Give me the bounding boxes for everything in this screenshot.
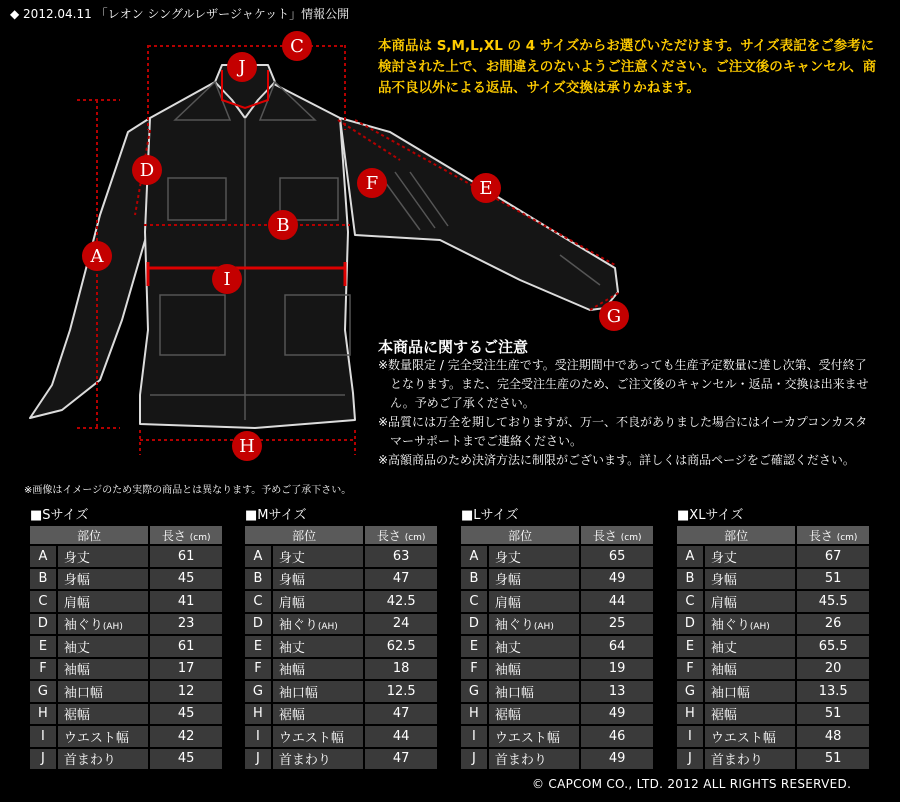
size-table-block (30, 507, 224, 771)
row-value: 12 (150, 681, 222, 702)
row-key: H (30, 704, 56, 725)
label-b-marker (268, 210, 298, 240)
row-part-text: ウエスト幅 (710, 730, 776, 746)
col-header-unit: (cm) (836, 532, 858, 543)
row-part (489, 636, 580, 657)
label-d-marker (132, 155, 162, 185)
row-part-text: 袖ぐり (278, 618, 318, 634)
row-key: E (245, 636, 271, 657)
row-part (705, 591, 795, 612)
row-part (58, 591, 149, 612)
label-c: C (290, 36, 304, 57)
row-part (273, 591, 363, 612)
row-part (705, 749, 795, 770)
row-part-text: ウエスト幅 (278, 730, 344, 746)
row-value: 26 (797, 614, 869, 635)
table-row (245, 614, 437, 635)
row-part-text: 首まわり (494, 753, 547, 769)
row-part (273, 636, 363, 657)
row-key: B (245, 569, 271, 590)
table-row (677, 659, 869, 680)
table-row (245, 749, 437, 770)
row-value: 51 (797, 569, 869, 590)
label-j: J (238, 57, 246, 78)
row-key: G (30, 681, 56, 702)
row-part (705, 569, 795, 590)
table-row (461, 726, 653, 747)
row-value: 44 (365, 726, 437, 747)
row-part-unit: (AH) (533, 622, 554, 633)
size-table-title: ■Mサイズ (245, 508, 307, 523)
size-notice: 本商品は S,M,L,XL の 4 サイズからお選びいただけます。サイズ表記をご参考に検討された上で、お間違えのないようご注意ください。ご注文後のキャンセル、商品不良以外による返品、サイズ交換は承りかねます。 (378, 38, 877, 96)
col-header-length-text: 長さ (376, 528, 401, 543)
row-value: 61 (150, 636, 222, 657)
row-part-text: 袖ぐり (494, 618, 534, 634)
row-part-text: 裾幅 (710, 708, 737, 724)
table-row (461, 659, 653, 680)
label-f: F (365, 173, 379, 194)
row-part-text: 身丈 (494, 550, 521, 566)
row-value: 24 (365, 614, 437, 635)
row-part-unit: (AH) (102, 622, 123, 633)
col-header-unit: (cm) (620, 532, 642, 543)
label-e: E (479, 178, 493, 199)
row-value: 46 (581, 726, 653, 747)
row-part (489, 569, 580, 590)
row-key: D (30, 614, 56, 635)
table-row (461, 591, 653, 612)
row-part-text: 袖丈 (494, 640, 521, 656)
row-part-text: 袖丈 (710, 640, 737, 656)
row-value: 63 (365, 546, 437, 567)
image-note: ※画像はイメージのため実際の商品とは異なります。予めご了承下さい。 (24, 485, 352, 496)
table-row (461, 704, 653, 725)
table-row (461, 749, 653, 770)
label-i-marker (212, 264, 242, 294)
table-row (245, 591, 437, 612)
row-value: 45 (150, 569, 222, 590)
row-key: I (245, 726, 271, 747)
table-row (30, 749, 222, 770)
col-header-length (797, 526, 869, 544)
table-row (677, 749, 869, 770)
row-value: 13.5 (797, 681, 869, 702)
row-part-text: 袖幅 (63, 663, 90, 679)
label-a: A (90, 246, 104, 267)
row-part-text: 袖口幅 (278, 685, 318, 701)
row-part (489, 591, 580, 612)
table-row (245, 546, 437, 567)
row-value: 48 (797, 726, 869, 747)
row-value: 65.5 (797, 636, 869, 657)
row-part-text: 身幅 (710, 573, 737, 589)
col-header-length (581, 526, 653, 544)
table-row (677, 614, 869, 635)
row-value: 47 (365, 749, 437, 770)
table-row (461, 681, 653, 702)
note-item: ※高額商品のため決済方法に制限がございます。詳しくは商品ページをご確認ください。 (378, 453, 855, 467)
row-value: 13 (581, 681, 653, 702)
table-row (677, 726, 869, 747)
label-b: B (276, 215, 290, 236)
row-value: 45.5 (797, 591, 869, 612)
row-part-text: 袖幅 (278, 663, 305, 679)
row-value: 44 (581, 591, 653, 612)
row-part-text: 裾幅 (278, 708, 305, 724)
table-row (30, 569, 222, 590)
col-header-unit: (cm) (404, 532, 426, 543)
col-header-length-text: 長さ (592, 528, 617, 543)
table-row (30, 704, 222, 725)
row-key: I (677, 726, 703, 747)
row-key: B (677, 569, 703, 590)
col-header-unit: (cm) (189, 532, 211, 543)
label-j-marker (227, 52, 257, 82)
table-row (461, 546, 653, 567)
row-part (58, 614, 149, 635)
col-header-part: 部位 (30, 526, 148, 544)
label-h: H (239, 436, 255, 457)
row-part-text: 身幅 (494, 573, 521, 589)
col-header-length-text: 長さ (808, 528, 833, 543)
row-part (273, 681, 363, 702)
table-row (30, 614, 222, 635)
table-row (677, 636, 869, 657)
row-part-text: 身丈 (710, 550, 737, 566)
label-c-marker (282, 31, 312, 61)
row-part (489, 546, 580, 567)
row-value: 20 (797, 659, 869, 680)
row-value: 41 (150, 591, 222, 612)
row-key: J (245, 749, 271, 770)
row-value: 67 (797, 546, 869, 567)
row-key: G (461, 681, 487, 702)
size-table-title: ■Lサイズ (461, 508, 519, 523)
row-part (273, 569, 363, 590)
row-key: G (245, 681, 271, 702)
label-a-marker (82, 241, 112, 271)
table-row (30, 546, 222, 567)
row-part (58, 636, 149, 657)
row-part-text: 袖ぐり (63, 618, 103, 634)
row-key: J (461, 749, 487, 770)
row-key: G (677, 681, 703, 702)
row-part-text: 袖幅 (494, 663, 521, 679)
table-row (245, 726, 437, 747)
row-part-text: 身丈 (63, 550, 90, 566)
size-table-title: ■XLサイズ (677, 508, 744, 523)
row-key: C (461, 591, 487, 612)
row-key: C (677, 591, 703, 612)
row-part (489, 659, 580, 680)
row-part-text: 袖口幅 (494, 685, 534, 701)
row-part-text: 袖丈 (278, 640, 305, 656)
row-key: I (461, 726, 487, 747)
row-part-text: ウエスト幅 (494, 730, 560, 746)
table-row (461, 614, 653, 635)
row-key: A (30, 546, 56, 567)
table-row (30, 636, 222, 657)
row-part-text: 首まわり (710, 753, 763, 769)
size-table-block (461, 507, 655, 771)
row-part-text: 身幅 (278, 573, 305, 589)
row-part-unit: (AH) (749, 622, 770, 633)
row-part (705, 614, 795, 635)
row-part (489, 704, 580, 725)
size-table (28, 524, 224, 771)
row-part (58, 704, 149, 725)
label-g: G (606, 306, 622, 327)
table-row (245, 569, 437, 590)
col-header-length-text: 長さ (161, 528, 186, 543)
row-part (705, 704, 795, 725)
row-part-text: 肩幅 (710, 595, 737, 611)
row-value: 47 (365, 704, 437, 725)
row-value: 25 (581, 614, 653, 635)
row-part (705, 636, 795, 657)
row-key: D (461, 614, 487, 635)
note-item: ※品質には万全を期しておりますが、万一、不良がありました場合にはイーカプコンカスタマーサポートまでご連絡ください。 (378, 415, 868, 448)
row-part (273, 704, 363, 725)
col-header-part: 部位 (461, 526, 579, 544)
notes-title: 本商品に関するご注意 (378, 338, 529, 356)
label-f-marker (357, 168, 387, 198)
size-table (675, 524, 871, 771)
row-part (273, 546, 363, 567)
row-part (705, 681, 795, 702)
row-part (705, 659, 795, 680)
col-header-part: 部位 (677, 526, 795, 544)
row-part-text: 裾幅 (494, 708, 521, 724)
col-header-part: 部位 (245, 526, 363, 544)
row-part (58, 569, 149, 590)
table-row (461, 569, 653, 590)
row-part-text: 袖丈 (63, 640, 90, 656)
table-row (245, 681, 437, 702)
row-part (273, 749, 363, 770)
row-key: F (461, 659, 487, 680)
note-item: ※数量限定 / 完全受注生産です。受注期間中であっても生産予定数量に達し次第、受付終了となります。また、完全受注生産のため、ご注文後のキャンセル・返品・交換は出来ません。予めご了承ください。 (378, 358, 869, 410)
row-key: H (677, 704, 703, 725)
row-key: C (30, 591, 56, 612)
label-d: D (139, 160, 155, 181)
row-key: E (30, 636, 56, 657)
row-part-text: 肩幅 (494, 595, 521, 611)
row-part-text: 肩幅 (63, 595, 90, 611)
row-key: C (245, 591, 271, 612)
row-key: F (245, 659, 271, 680)
row-value: 61 (150, 546, 222, 567)
row-part-text: 袖口幅 (63, 685, 103, 701)
row-value: 17 (150, 659, 222, 680)
table-row (677, 681, 869, 702)
label-g-marker (599, 301, 629, 331)
table-row (30, 659, 222, 680)
row-part-text: 首まわり (63, 753, 116, 769)
row-value: 23 (150, 614, 222, 635)
row-value: 42 (150, 726, 222, 747)
table-row (461, 636, 653, 657)
table-row (245, 636, 437, 657)
table-row (677, 569, 869, 590)
row-part-text: 裾幅 (63, 708, 90, 724)
row-part (273, 659, 363, 680)
row-value: 42.5 (365, 591, 437, 612)
row-part (489, 614, 580, 635)
row-part-text: 身幅 (63, 573, 90, 589)
row-key: J (677, 749, 703, 770)
row-part (489, 726, 580, 747)
row-part (58, 659, 149, 680)
row-part-text: 首まわり (278, 753, 331, 769)
row-value: 47 (365, 569, 437, 590)
col-header-length (365, 526, 437, 544)
row-part (489, 681, 580, 702)
row-part-unit: (AH) (317, 622, 338, 633)
row-part (58, 749, 149, 770)
table-row (30, 726, 222, 747)
size-table (243, 524, 439, 771)
row-part-text: 袖幅 (710, 663, 737, 679)
label-i: I (223, 269, 231, 290)
row-key: D (677, 614, 703, 635)
row-key: H (245, 704, 271, 725)
row-key: B (461, 569, 487, 590)
row-part (273, 726, 363, 747)
row-key: I (30, 726, 56, 747)
row-part-text: 肩幅 (278, 595, 305, 611)
size-table-block (245, 507, 439, 771)
row-key: D (245, 614, 271, 635)
row-key: F (30, 659, 56, 680)
row-part-text: 袖口幅 (710, 685, 750, 701)
row-value: 49 (581, 749, 653, 770)
row-value: 45 (150, 749, 222, 770)
row-value: 18 (365, 659, 437, 680)
size-table-title: ■Sサイズ (30, 508, 89, 523)
page-header: ◆ 2012.04.11 「レオン シングルレザージャケット」情報公開 (10, 7, 350, 21)
row-part (273, 614, 363, 635)
row-value: 65 (581, 546, 653, 567)
row-key: A (245, 546, 271, 567)
table-row (245, 659, 437, 680)
label-e-marker (471, 173, 501, 203)
row-value: 62.5 (365, 636, 437, 657)
row-part-text: 身丈 (278, 550, 305, 566)
row-part (705, 726, 795, 747)
row-value: 51 (797, 704, 869, 725)
table-row (245, 704, 437, 725)
row-value: 64 (581, 636, 653, 657)
row-value: 45 (150, 704, 222, 725)
row-part (705, 546, 795, 567)
row-value: 51 (797, 749, 869, 770)
size-table (459, 524, 655, 771)
row-value: 12.5 (365, 681, 437, 702)
table-row (677, 591, 869, 612)
row-key: J (30, 749, 56, 770)
row-value: 49 (581, 569, 653, 590)
row-part (58, 546, 149, 567)
notes-list (378, 356, 878, 470)
row-part (58, 681, 149, 702)
table-row (677, 546, 869, 567)
row-value: 49 (581, 704, 653, 725)
label-h-marker (232, 431, 262, 461)
row-part (58, 726, 149, 747)
row-key: A (677, 546, 703, 567)
row-value: 19 (581, 659, 653, 680)
copyright: © CAPCOM CO., LTD. 2012 ALL RIGHTS RESERVED. (532, 777, 852, 791)
size-table-block (677, 507, 871, 771)
row-part-text: 袖ぐり (710, 618, 750, 634)
row-key: F (677, 659, 703, 680)
row-key: A (461, 546, 487, 567)
col-header-length (150, 526, 222, 544)
row-key: B (30, 569, 56, 590)
row-part (489, 749, 580, 770)
row-key: E (677, 636, 703, 657)
row-key: E (461, 636, 487, 657)
table-row (30, 591, 222, 612)
table-row (677, 704, 869, 725)
row-key: H (461, 704, 487, 725)
row-part-text: ウエスト幅 (63, 730, 129, 746)
table-row (30, 681, 222, 702)
